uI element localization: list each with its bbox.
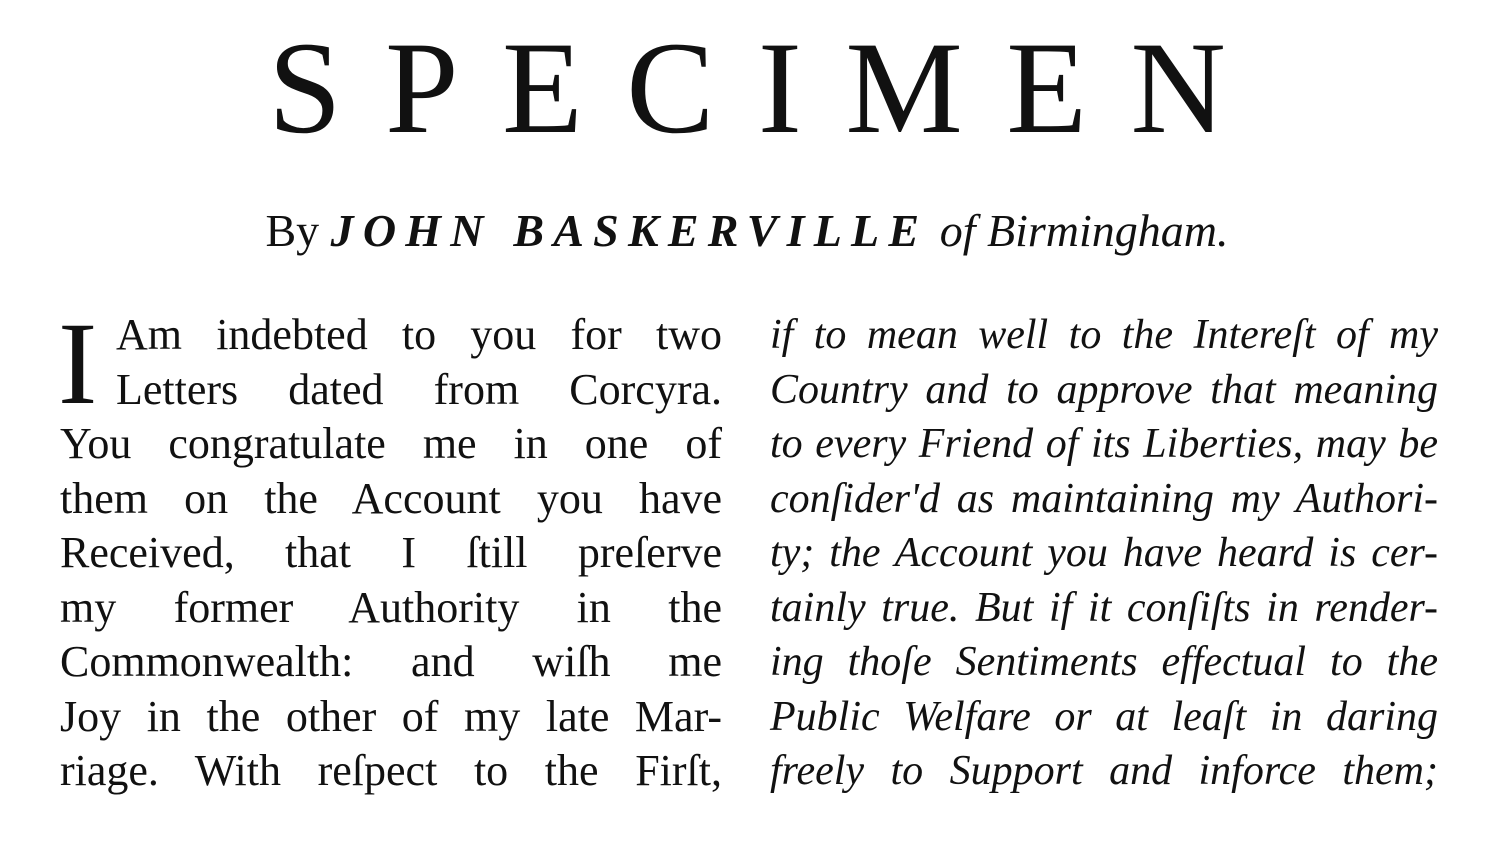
right-column-italic bbox=[770, 308, 1438, 799]
text-line: Country and to approve that meaning bbox=[770, 366, 1438, 413]
byline-place: of Birmingham. bbox=[939, 205, 1229, 256]
text-line: You congratulate me in one of bbox=[60, 419, 722, 468]
text-line: ty; the Account you have heard is cer- bbox=[770, 530, 1438, 576]
text-line: riage. With reſpect to the Firſt, bbox=[60, 746, 722, 795]
byline bbox=[0, 196, 1494, 266]
text-line: if to mean well to the Intereſt of my bbox=[770, 312, 1438, 358]
text-line: freely to Support and inforce them; bbox=[770, 748, 1438, 794]
byline-author-name: JOHN BASKERVILLE bbox=[330, 205, 929, 256]
text-line: Letters dated from Corcyra. bbox=[116, 364, 722, 414]
text-line: Received, that I ſtill preſerve bbox=[60, 528, 722, 577]
drop-cap-letter: I bbox=[58, 298, 98, 429]
text-line: Public Welfare or at leaſt in daring bbox=[770, 693, 1438, 740]
byline-by: By bbox=[265, 205, 320, 256]
text-line: tainly true. But if it conſiſts in render- bbox=[770, 584, 1438, 631]
text-line: conſider'd as maintaining my Authori- bbox=[770, 475, 1438, 522]
text-line: ing thoſe Sentiments effectual to the bbox=[770, 639, 1438, 685]
text-line: to every Friend of its Liberties, may be bbox=[770, 421, 1438, 467]
opening-with-dropcap bbox=[58, 298, 722, 429]
text-line: my former Authority in the bbox=[60, 582, 722, 632]
text-line: Joy in the other of my late Mar- bbox=[60, 691, 722, 741]
title-text: SPECIMEN bbox=[268, 14, 1270, 161]
text-line: them on the Account you have bbox=[60, 473, 722, 523]
left-column-roman bbox=[58, 298, 722, 799]
text-line: Am indebted to you for two bbox=[116, 310, 722, 359]
text-line: Commonwealth: and wiſh me bbox=[60, 637, 722, 686]
specimen-title bbox=[0, 14, 1494, 161]
